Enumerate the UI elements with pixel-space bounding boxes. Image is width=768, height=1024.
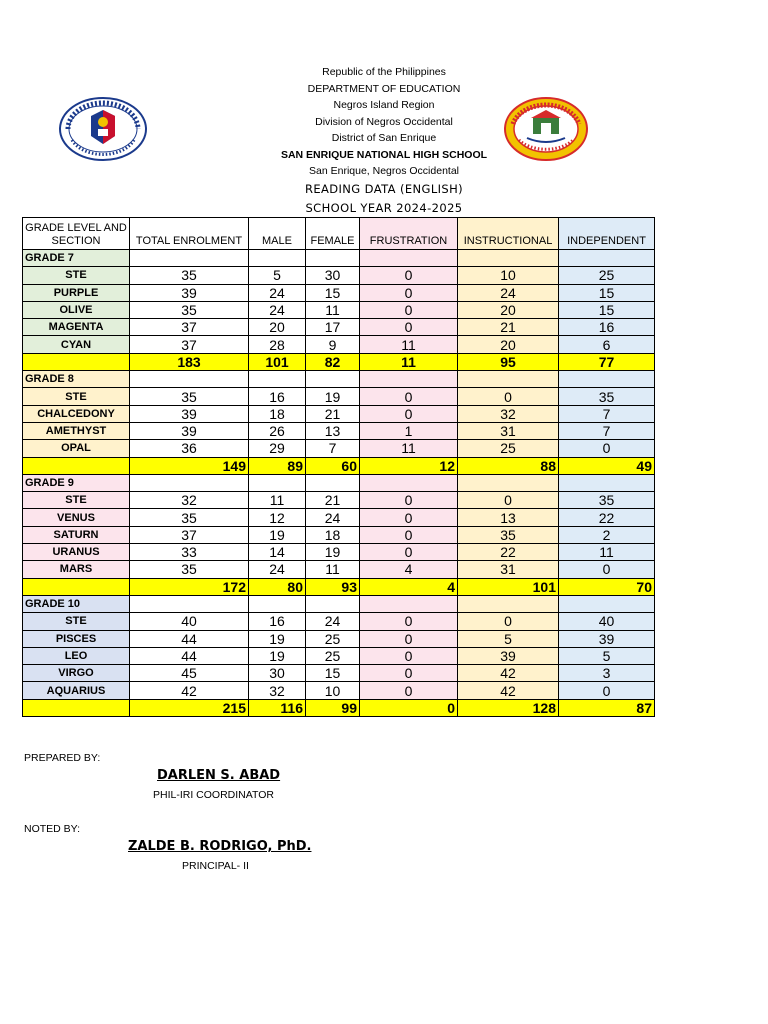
table-row xyxy=(23,630,655,647)
noted-by-label: NOTED BY: xyxy=(24,823,81,835)
section-name: URANUS xyxy=(23,544,130,561)
cell-frustration: 11 xyxy=(360,336,458,353)
cell-instructional: 39 xyxy=(458,647,559,664)
grade-heading-row xyxy=(23,595,655,612)
cell-instructional: 22 xyxy=(458,544,559,561)
cell-male: 5 xyxy=(249,267,306,284)
cell-total: 37 xyxy=(130,526,249,543)
total-label-cell xyxy=(23,353,130,370)
table-header-row xyxy=(23,218,655,250)
cell-instructional: 25 xyxy=(458,440,559,457)
cell-independent: 3 xyxy=(559,665,655,682)
table-row xyxy=(23,492,655,509)
cell-total: 35 xyxy=(130,267,249,284)
cell-male: 19 xyxy=(249,526,306,543)
empty-cell xyxy=(458,595,559,612)
cell-independent: 39 xyxy=(559,630,655,647)
document-header xyxy=(0,64,768,218)
total-frustration: 4 xyxy=(360,578,458,595)
cell-total: 42 xyxy=(130,682,249,699)
cell-instructional: 42 xyxy=(458,665,559,682)
prepared-by-title: PHIL-IRI COORDINATOR xyxy=(153,789,274,801)
cell-instructional: 42 xyxy=(458,682,559,699)
total-frustration: 11 xyxy=(360,353,458,370)
table-row xyxy=(23,647,655,664)
cell-frustration: 0 xyxy=(360,267,458,284)
cell-independent: 35 xyxy=(559,492,655,509)
cell-instructional: 0 xyxy=(458,388,559,405)
cell-frustration: 0 xyxy=(360,492,458,509)
cell-male: 29 xyxy=(249,440,306,457)
cell-total: 35 xyxy=(130,561,249,578)
cell-female: 24 xyxy=(306,613,360,630)
cell-frustration: 0 xyxy=(360,613,458,630)
section-name: PISCES xyxy=(23,630,130,647)
cell-female: 13 xyxy=(306,422,360,439)
cell-instructional: 20 xyxy=(458,301,559,318)
col-header-frustration: FRUSTRATION xyxy=(360,218,458,250)
section-name: SATURN xyxy=(23,526,130,543)
total-label-cell xyxy=(23,457,130,474)
cell-instructional: 21 xyxy=(458,319,559,336)
empty-cell xyxy=(458,250,559,267)
cell-frustration: 0 xyxy=(360,544,458,561)
cell-total: 39 xyxy=(130,284,249,301)
total-total: 172 xyxy=(130,578,249,595)
cell-male: 24 xyxy=(249,561,306,578)
grade-total-row xyxy=(23,699,655,716)
section-name: PURPLE xyxy=(23,284,130,301)
cell-instructional: 10 xyxy=(458,267,559,284)
col-header-female: FEMALE xyxy=(306,218,360,250)
cell-frustration: 0 xyxy=(360,301,458,318)
total-female: 99 xyxy=(306,699,360,716)
cell-instructional: 5 xyxy=(458,630,559,647)
total-female: 93 xyxy=(306,578,360,595)
table-row xyxy=(23,267,655,284)
table-row xyxy=(23,544,655,561)
empty-cell xyxy=(559,474,655,491)
total-label-cell xyxy=(23,578,130,595)
cell-male: 16 xyxy=(249,613,306,630)
cell-instructional: 35 xyxy=(458,526,559,543)
cell-female: 9 xyxy=(306,336,360,353)
section-name: AQUARIUS xyxy=(23,682,130,699)
cell-male: 11 xyxy=(249,492,306,509)
total-independent: 70 xyxy=(559,578,655,595)
empty-cell xyxy=(130,474,249,491)
empty-cell xyxy=(130,250,249,267)
table-row xyxy=(23,336,655,353)
col-header-male: MALE xyxy=(249,218,306,250)
cell-frustration: 0 xyxy=(360,665,458,682)
grade-total-row xyxy=(23,457,655,474)
empty-cell xyxy=(360,371,458,388)
cell-frustration: 0 xyxy=(360,284,458,301)
empty-cell xyxy=(559,250,655,267)
cell-independent: 7 xyxy=(559,422,655,439)
total-instructional: 128 xyxy=(458,699,559,716)
cell-female: 15 xyxy=(306,284,360,301)
section-name: VIRGO xyxy=(23,665,130,682)
cell-independent: 0 xyxy=(559,440,655,457)
cell-female: 11 xyxy=(306,301,360,318)
prepared-by-label: PREPARED BY: xyxy=(24,752,101,764)
section-name: OLIVE xyxy=(23,301,130,318)
empty-cell xyxy=(306,595,360,612)
empty-cell xyxy=(559,371,655,388)
cell-total: 39 xyxy=(130,422,249,439)
section-name: OPAL xyxy=(23,440,130,457)
section-name: LEO xyxy=(23,647,130,664)
cell-frustration: 0 xyxy=(360,388,458,405)
empty-cell xyxy=(360,474,458,491)
grade-heading: GRADE 9 xyxy=(23,474,130,491)
cell-female: 21 xyxy=(306,492,360,509)
cell-female: 19 xyxy=(306,544,360,561)
report-title: READING DATA (ENGLISH) xyxy=(304,181,464,196)
table-body xyxy=(23,218,655,717)
cell-female: 21 xyxy=(306,405,360,422)
cell-independent: 22 xyxy=(559,509,655,526)
school-year: SCHOOL YEAR 2024-2025 xyxy=(305,200,463,215)
section-name: CHALCEDONY xyxy=(23,405,130,422)
col-header-independent: INDEPENDENT xyxy=(559,218,655,250)
grade-heading: GRADE 10 xyxy=(23,595,130,612)
section-name: STE xyxy=(23,267,130,284)
cell-independent: 35 xyxy=(559,388,655,405)
cell-total: 35 xyxy=(130,388,249,405)
total-female: 82 xyxy=(306,353,360,370)
cell-independent: 0 xyxy=(559,561,655,578)
cell-independent: 7 xyxy=(559,405,655,422)
cell-male: 19 xyxy=(249,647,306,664)
cell-instructional: 20 xyxy=(458,336,559,353)
cell-total: 39 xyxy=(130,405,249,422)
empty-cell xyxy=(306,371,360,388)
noted-by-title: PRINCIPAL- II xyxy=(182,860,249,872)
table-row xyxy=(23,319,655,336)
cell-male: 24 xyxy=(249,301,306,318)
cell-instructional: 13 xyxy=(458,509,559,526)
cell-instructional: 31 xyxy=(458,422,559,439)
cell-independent: 0 xyxy=(559,682,655,699)
empty-cell xyxy=(130,595,249,612)
total-total: 149 xyxy=(130,457,249,474)
cell-male: 20 xyxy=(249,319,306,336)
cell-independent: 2 xyxy=(559,526,655,543)
total-frustration: 0 xyxy=(360,699,458,716)
total-male: 80 xyxy=(249,578,306,595)
section-name: AMETHYST xyxy=(23,422,130,439)
section-name: CYAN xyxy=(23,336,130,353)
empty-cell xyxy=(249,250,306,267)
total-frustration: 12 xyxy=(360,457,458,474)
table-row xyxy=(23,405,655,422)
empty-cell xyxy=(458,474,559,491)
cell-female: 17 xyxy=(306,319,360,336)
header-school-name: SAN ENRIQUE NATIONAL HIGH SCHOOL xyxy=(280,148,488,161)
cell-female: 19 xyxy=(306,388,360,405)
cell-male: 18 xyxy=(249,405,306,422)
total-total: 183 xyxy=(130,353,249,370)
empty-cell xyxy=(130,371,249,388)
grade-heading: GRADE 8 xyxy=(23,371,130,388)
cell-male: 24 xyxy=(249,284,306,301)
cell-frustration: 1 xyxy=(360,422,458,439)
table-row xyxy=(23,284,655,301)
total-female: 60 xyxy=(306,457,360,474)
cell-total: 32 xyxy=(130,492,249,509)
empty-cell xyxy=(249,474,306,491)
total-instructional: 88 xyxy=(458,457,559,474)
table-row xyxy=(23,388,655,405)
cell-frustration: 0 xyxy=(360,526,458,543)
cell-male: 30 xyxy=(249,665,306,682)
cell-male: 12 xyxy=(249,509,306,526)
empty-cell xyxy=(306,474,360,491)
total-male: 116 xyxy=(249,699,306,716)
cell-frustration: 0 xyxy=(360,630,458,647)
table-row xyxy=(23,301,655,318)
cell-male: 26 xyxy=(249,422,306,439)
table-row xyxy=(23,613,655,630)
section-name: MAGENTA xyxy=(23,319,130,336)
reading-data-table xyxy=(22,217,655,717)
cell-total: 45 xyxy=(130,665,249,682)
grade-heading: GRADE 7 xyxy=(23,250,130,267)
table-row xyxy=(23,526,655,543)
empty-cell xyxy=(559,595,655,612)
cell-total: 44 xyxy=(130,630,249,647)
header-department: DEPARTMENT OF EDUCATION xyxy=(307,82,461,95)
cell-independent: 5 xyxy=(559,647,655,664)
grade-heading-row xyxy=(23,371,655,388)
table-row xyxy=(23,422,655,439)
grade-total-row xyxy=(23,578,655,595)
cell-total: 35 xyxy=(130,509,249,526)
section-name: MARS xyxy=(23,561,130,578)
header-district: District of San Enrique xyxy=(331,132,437,144)
col-header-section: GRADE LEVEL AND SECTION xyxy=(23,218,130,250)
cell-male: 14 xyxy=(249,544,306,561)
cell-total: 44 xyxy=(130,647,249,664)
cell-frustration: 4 xyxy=(360,561,458,578)
section-name: VENUS xyxy=(23,509,130,526)
prepared-by-name: DARLEN S. ABAD xyxy=(157,768,281,783)
header-division: Division of Negros Occidental xyxy=(315,115,453,128)
cell-male: 32 xyxy=(249,682,306,699)
total-independent: 49 xyxy=(559,457,655,474)
cell-female: 25 xyxy=(306,647,360,664)
cell-frustration: 0 xyxy=(360,509,458,526)
cell-instructional: 0 xyxy=(458,492,559,509)
noted-by-name: ZALDE B. RODRIGO, PhD. xyxy=(128,839,312,854)
cell-total: 36 xyxy=(130,440,249,457)
total-instructional: 101 xyxy=(458,578,559,595)
cell-male: 19 xyxy=(249,630,306,647)
cell-frustration: 0 xyxy=(360,647,458,664)
total-male: 89 xyxy=(249,457,306,474)
table-row xyxy=(23,440,655,457)
table-row xyxy=(23,665,655,682)
table-row xyxy=(23,561,655,578)
cell-instructional: 24 xyxy=(458,284,559,301)
total-label-cell xyxy=(23,699,130,716)
cell-frustration: 0 xyxy=(360,682,458,699)
cell-female: 10 xyxy=(306,682,360,699)
table-row xyxy=(23,509,655,526)
grade-total-row xyxy=(23,353,655,370)
empty-cell xyxy=(360,595,458,612)
cell-female: 15 xyxy=(306,665,360,682)
grade-heading-row xyxy=(23,250,655,267)
cell-frustration: 0 xyxy=(360,319,458,336)
cell-male: 28 xyxy=(249,336,306,353)
cell-independent: 11 xyxy=(559,544,655,561)
grade-heading-row xyxy=(23,474,655,491)
col-header-instructional: INSTRUCTIONAL xyxy=(458,218,559,250)
cell-female: 25 xyxy=(306,630,360,647)
cell-male: 16 xyxy=(249,388,306,405)
total-male: 101 xyxy=(249,353,306,370)
cell-independent: 40 xyxy=(559,613,655,630)
cell-total: 37 xyxy=(130,319,249,336)
empty-cell xyxy=(306,250,360,267)
header-region: Negros Island Region xyxy=(333,99,435,111)
cell-independent: 6 xyxy=(559,336,655,353)
cell-female: 30 xyxy=(306,267,360,284)
col-header-total: TOTAL ENROLMENT xyxy=(130,218,249,250)
cell-independent: 15 xyxy=(559,284,655,301)
cell-independent: 25 xyxy=(559,267,655,284)
total-total: 215 xyxy=(130,699,249,716)
cell-total: 40 xyxy=(130,613,249,630)
cell-total: 35 xyxy=(130,301,249,318)
cell-female: 24 xyxy=(306,509,360,526)
cell-frustration: 0 xyxy=(360,405,458,422)
header-republic: Republic of the Philippines xyxy=(322,66,446,78)
header-school-address: San Enrique, Negros Occidental xyxy=(309,165,459,177)
empty-cell xyxy=(458,371,559,388)
cell-female: 11 xyxy=(306,561,360,578)
empty-cell xyxy=(360,250,458,267)
cell-instructional: 31 xyxy=(458,561,559,578)
cell-female: 7 xyxy=(306,440,360,457)
cell-independent: 16 xyxy=(559,319,655,336)
section-name: STE xyxy=(23,388,130,405)
cell-total: 33 xyxy=(130,544,249,561)
section-name: STE xyxy=(23,492,130,509)
cell-instructional: 0 xyxy=(458,613,559,630)
total-independent: 87 xyxy=(559,699,655,716)
total-instructional: 95 xyxy=(458,353,559,370)
total-independent: 77 xyxy=(559,353,655,370)
section-name: STE xyxy=(23,613,130,630)
empty-cell xyxy=(249,595,306,612)
table-row xyxy=(23,682,655,699)
cell-independent: 15 xyxy=(559,301,655,318)
cell-total: 37 xyxy=(130,336,249,353)
cell-frustration: 11 xyxy=(360,440,458,457)
cell-instructional: 32 xyxy=(458,405,559,422)
empty-cell xyxy=(249,371,306,388)
cell-female: 18 xyxy=(306,526,360,543)
